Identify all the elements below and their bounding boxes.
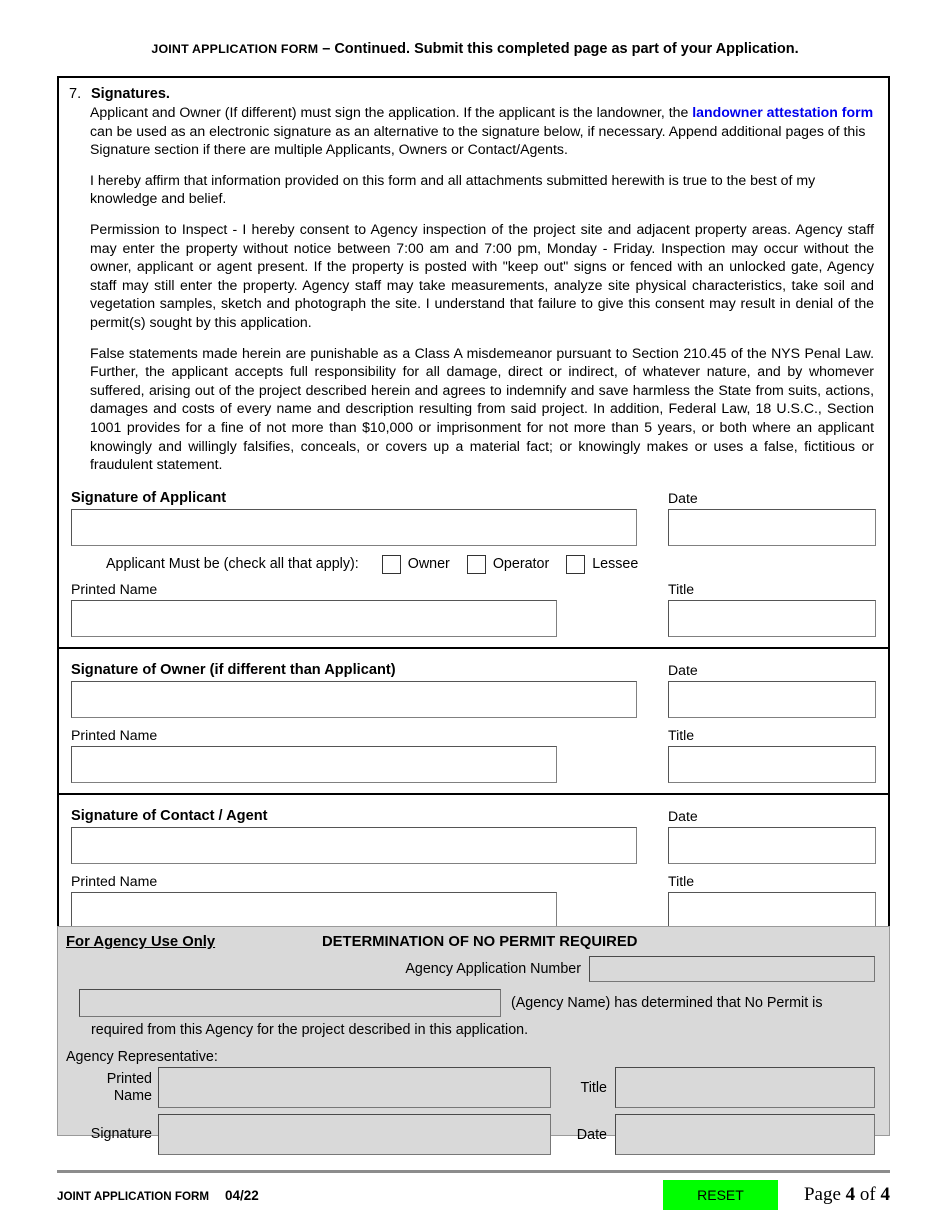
page-header-title xyxy=(151,41,318,57)
applicant-printed-name-cell xyxy=(71,581,637,637)
owner-signature-input[interactable] xyxy=(71,681,637,718)
determination-text-line2: required from this Agency for the project described in this application. xyxy=(91,1022,529,1038)
page-header xyxy=(0,41,950,57)
section-item7 xyxy=(59,78,888,647)
owner-signature-row xyxy=(71,662,876,718)
footer-form-name-text: JOINT APPLICATION FORM xyxy=(57,1189,210,1203)
agency-application-number-row xyxy=(58,950,889,982)
layout-spacer xyxy=(71,799,876,808)
owner-printed-name-input[interactable] xyxy=(71,746,557,783)
agency-application-number-label: Agency Application Number xyxy=(405,961,581,977)
contact-signature-row xyxy=(71,808,876,864)
layout-spacer xyxy=(71,653,876,662)
layout-spacer xyxy=(71,864,876,873)
page-header-title-smallcaps: JOINT APPLICATION FORM xyxy=(151,42,319,56)
agency-panel-header xyxy=(58,927,889,950)
applicant-title-cell xyxy=(668,581,876,637)
agency-rep-printed-name-label-line1: Printed xyxy=(106,1070,152,1087)
item7-title: Signatures. xyxy=(91,86,170,102)
footer-revision: 04/22 xyxy=(225,1187,259,1203)
applicant-signature-cell xyxy=(71,490,637,546)
determination-title: DETERMINATION OF NO PERMIT REQUIRED xyxy=(322,934,638,950)
section-contact-agent-signature xyxy=(59,793,888,939)
page-number-prefix: Page xyxy=(803,1184,846,1205)
contact-signature-block xyxy=(59,795,888,939)
checkbox-operator-label: Operator xyxy=(492,556,550,573)
contact-date-label: Date xyxy=(668,807,698,824)
applicant-role-prompt: Applicant Must be (check all that apply): xyxy=(106,556,359,573)
item7-body xyxy=(59,103,888,474)
checkbox-operator[interactable] xyxy=(467,555,486,574)
footer-divider xyxy=(57,1170,890,1173)
contact-printed-name-label: Printed Name xyxy=(71,872,158,889)
footer-form-name xyxy=(57,1188,663,1203)
owner-signature-cell xyxy=(71,662,637,718)
checkbox-owner-label: Owner xyxy=(407,556,450,573)
checkbox-lessee[interactable] xyxy=(566,555,585,574)
applicant-signature-block xyxy=(59,486,888,647)
checkbox-lessee-label: Lessee xyxy=(592,556,639,573)
contact-printed-name-input[interactable] xyxy=(71,892,557,929)
agency-name-input[interactable] xyxy=(79,989,501,1017)
applicant-date-label: Date xyxy=(668,489,698,506)
item7-intro-paragraph xyxy=(90,103,874,159)
agency-rep-printed-name-input[interactable] xyxy=(158,1067,551,1108)
contact-date-cell xyxy=(668,808,876,864)
owner-date-label: Date xyxy=(668,661,698,678)
item7-number: 7. xyxy=(69,86,82,102)
agency-representative-label: Agency Representative: xyxy=(66,1049,218,1065)
page-footer xyxy=(57,1178,890,1212)
page-number-total: 4 xyxy=(880,1184,890,1205)
applicant-signature-row xyxy=(71,490,876,546)
agency-rep-signature-input[interactable] xyxy=(158,1114,551,1155)
contact-title-label: Title xyxy=(668,872,695,889)
owner-name-title-row xyxy=(71,727,876,783)
landowner-attestation-form-link[interactable]: landowner attestation form xyxy=(692,104,874,120)
for-agency-use-only-label: For Agency Use Only xyxy=(66,934,216,950)
paragraph-affirm: I hereby affirm that information provided on this form and all attachments submitted herewith is true to the best of my knowledge and belief. xyxy=(90,171,816,207)
contact-signature-cell xyxy=(71,808,637,864)
agency-rep-date-label: Date xyxy=(576,1126,607,1143)
agency-rep-signature-label: Signature xyxy=(90,1126,152,1142)
applicant-title-input[interactable] xyxy=(668,600,876,637)
contact-name-title-row xyxy=(71,873,876,929)
contact-printed-name-cell xyxy=(71,873,637,929)
agency-application-number-input[interactable] xyxy=(589,956,875,982)
paragraph-permission-to-inspect: Permission to Inspect - I hereby consent to Agency inspection of the project site and adjacent property areas. Agency staff may enter the property without notice between 7:00 am and 7:00 pm, Monday - Friday. Inspection may occur without the owner, applicant or agent present. If the property is posted with "keep out" signs or fenced with an unlocked gate, Agency staff may still enter the property. Agency staff may take measurements, analyze site physical characteristics, take soil and vegetation samples, sketch and photograph the site. I understand that failure to give this consent may result in denial of the permit(s) sought by this application. xyxy=(90,220,874,330)
agency-rep-printed-name-label-line2: Name xyxy=(113,1087,152,1104)
agency-rep-signature-row xyxy=(66,1114,875,1155)
owner-signature-block xyxy=(59,649,888,793)
agency-rep-printed-name-label xyxy=(66,1071,158,1105)
paragraph-false-statements: False statements made herein are punishable as a Class A misdemeanor pursuant to Section 210.45 of the NYS Penal Law. Further, the applicant accepts full responsibility for all damage, direct or indirect, of whatever nature, and by whomever suffered, arising out of the project described herein and agrees to indemnify and save harmless the State from suits, actions, damages and costs of every name and description resulting from said project. In addition, Federal Law, 18 U.S.C., Section 1001 provides for a fine of not more than $10,000 or imprisonment for not more than 5 years, or both where an applicant knowingly and willingly falsifies, conceals, or covers up a material fact; or knowingly makes or uses a false, fictitious or fraudulent statement. xyxy=(90,344,874,473)
owner-title-label: Title xyxy=(668,726,695,743)
contact-signature-input[interactable] xyxy=(71,827,637,864)
item7-heading xyxy=(59,78,888,102)
contact-title-input[interactable] xyxy=(668,892,876,929)
checkbox-owner[interactable] xyxy=(382,555,401,574)
applicant-date-cell xyxy=(668,490,876,546)
signatures-main-box xyxy=(57,76,890,941)
layout-spacer xyxy=(71,718,876,727)
applicant-title-label: Title xyxy=(668,580,695,597)
contact-date-input[interactable] xyxy=(668,827,876,864)
applicant-date-input[interactable] xyxy=(668,509,876,546)
agency-representative-grid xyxy=(58,1065,889,1155)
applicant-printed-name-input[interactable] xyxy=(71,600,557,637)
section-owner-signature xyxy=(59,647,888,793)
applicant-name-title-row xyxy=(71,581,876,637)
applicant-signature-input[interactable] xyxy=(71,509,637,546)
applicant-role-checkbox-row xyxy=(71,546,876,576)
owner-printed-name-label: Printed Name xyxy=(71,726,158,743)
owner-date-input[interactable] xyxy=(668,681,876,718)
agency-rep-title-label: Title xyxy=(580,1079,607,1096)
agency-rep-title-input[interactable] xyxy=(615,1067,875,1108)
page-number-current: 4 xyxy=(845,1184,856,1205)
agency-rep-name-row xyxy=(66,1067,875,1108)
applicant-signature-label: Signature of Applicant xyxy=(71,489,227,506)
page-number-mid: of xyxy=(855,1184,881,1205)
page-number xyxy=(804,1184,890,1206)
item7-intro-a: Applicant and Owner (If different) must sign the application. If the applicant is the landowner, the xyxy=(90,104,693,120)
agency-rep-date-input[interactable] xyxy=(615,1114,875,1155)
owner-printed-name-cell xyxy=(71,727,637,783)
determination-text-line1: (Agency Name) has determined that No Permit is xyxy=(511,995,823,1011)
owner-date-cell xyxy=(668,662,876,718)
reset-button[interactable]: RESET xyxy=(663,1180,778,1210)
item7-intro-b: can be used as an electronic signature as an alternative to the signature below, if necessary. Append additional pages of this Signature section if there are multiple Applicants, Owners or Contact/Agents. xyxy=(90,122,866,158)
page-header-title-rest: – Continued. Submit this completed page as part of your Application. xyxy=(318,41,799,57)
agency-name-row xyxy=(58,982,889,1017)
owner-title-input[interactable] xyxy=(668,746,876,783)
agency-use-only-panel xyxy=(57,926,890,1143)
applicant-printed-name-label: Printed Name xyxy=(71,580,158,597)
owner-title-cell xyxy=(668,727,876,783)
contact-title-cell xyxy=(668,873,876,929)
owner-signature-label: Signature of Owner (if different than Applicant) xyxy=(71,661,396,678)
contact-signature-label: Signature of Contact / Agent xyxy=(71,807,268,824)
